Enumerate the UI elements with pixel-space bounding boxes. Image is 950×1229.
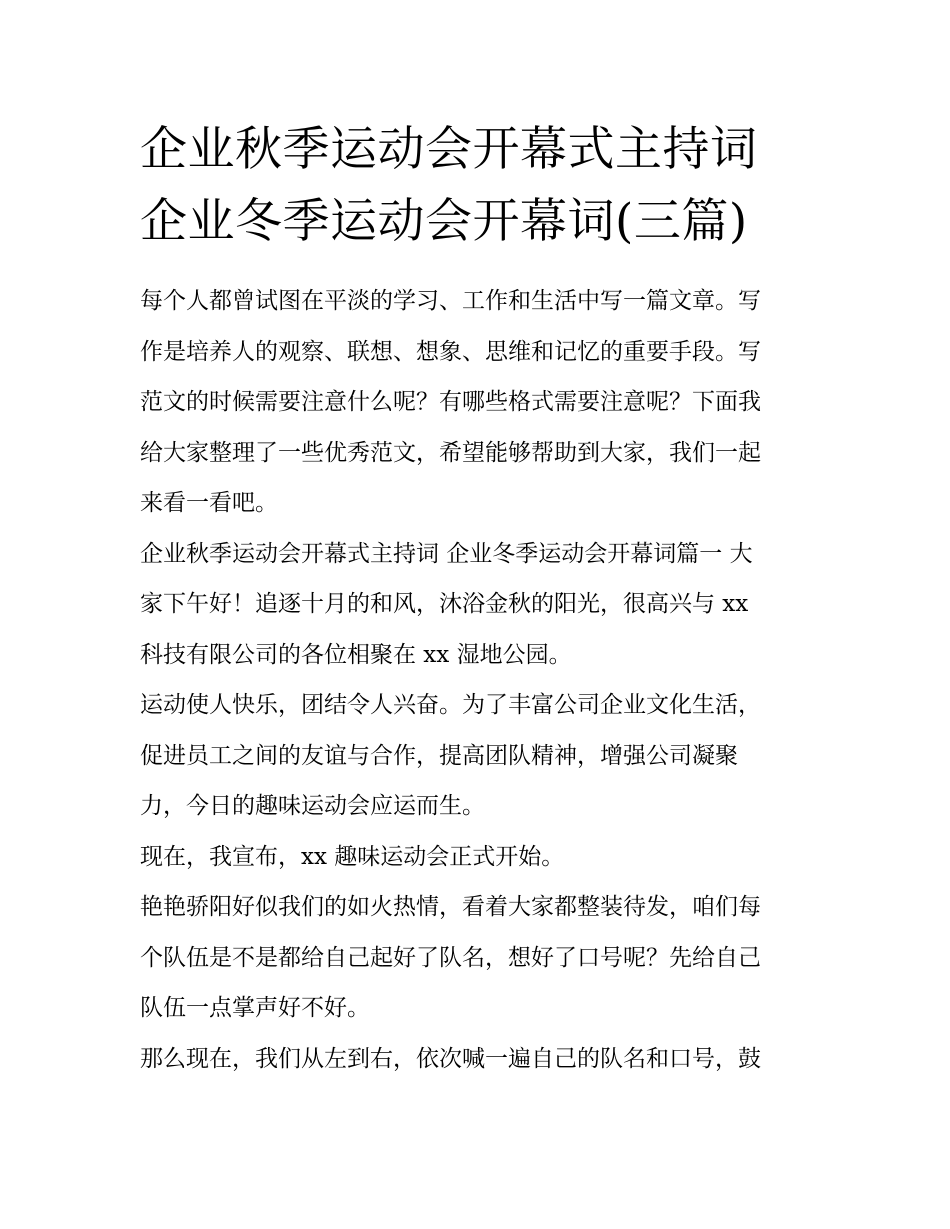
body-line-3: 范文的时候需要注意什么呢？有哪些格式需要注意呢？下面我 xyxy=(140,389,761,415)
body-line-2: 作是培养人的观察、联想、想象、思维和记忆的重要手段。写 xyxy=(140,338,761,365)
body-line-8: 科技有限公司的各位相聚在 xx 湿地公园。 xyxy=(140,641,572,668)
body-line-10: 促进员工之间的友谊与合作，提高团队精神，增强公司凝聚 xyxy=(140,742,738,769)
body-line-16: 那么现在，我们从左到右，依次喊一遍自己的队名和口号，鼓 xyxy=(140,1045,761,1072)
body-line-5: 来看一看吧。 xyxy=(140,490,278,516)
title-line-2: 企业冬季运动会开幕词(三篇) xyxy=(140,194,748,249)
body-line-14: 个队伍是不是都给自己起好了队名，想好了口号呢？先给自己 xyxy=(140,944,761,971)
title-line-1: 企业秋季运动会开幕式主持词 xyxy=(140,122,758,177)
body-line-7: 家下午好！追逐十月的和风，沐浴金秋的阳光，很高兴与 xx xyxy=(140,591,749,617)
body-line-12: 现在，我宣布，xx 趣味运动会正式开始。 xyxy=(140,843,565,870)
body-line-13: 艳艳骄阳好似我们的如火热情，看着大家都整装待发，咱们每 xyxy=(140,894,761,920)
document-title xyxy=(140,114,820,258)
body-line-11: 力，今日的趣味运动会应运而生。 xyxy=(140,793,485,819)
document-body xyxy=(140,276,820,1084)
body-line-15: 队伍一点掌声好不好。 xyxy=(140,995,370,1021)
body-line-4: 给大家整理了一些优秀范文，希望能够帮助到大家，我们一起 xyxy=(140,439,761,466)
body-line-9: 运动使人快乐，团结令人兴奋。为了丰富公司企业文化生活， xyxy=(140,692,761,718)
body-line-6: 企业秋季运动会开幕式主持词 企业冬季运动会开幕词篇一 大 xyxy=(140,540,753,567)
body-line-1: 每个人都曾试图在平淡的学习、工作和生活中写一篇文章。写 xyxy=(140,288,761,314)
